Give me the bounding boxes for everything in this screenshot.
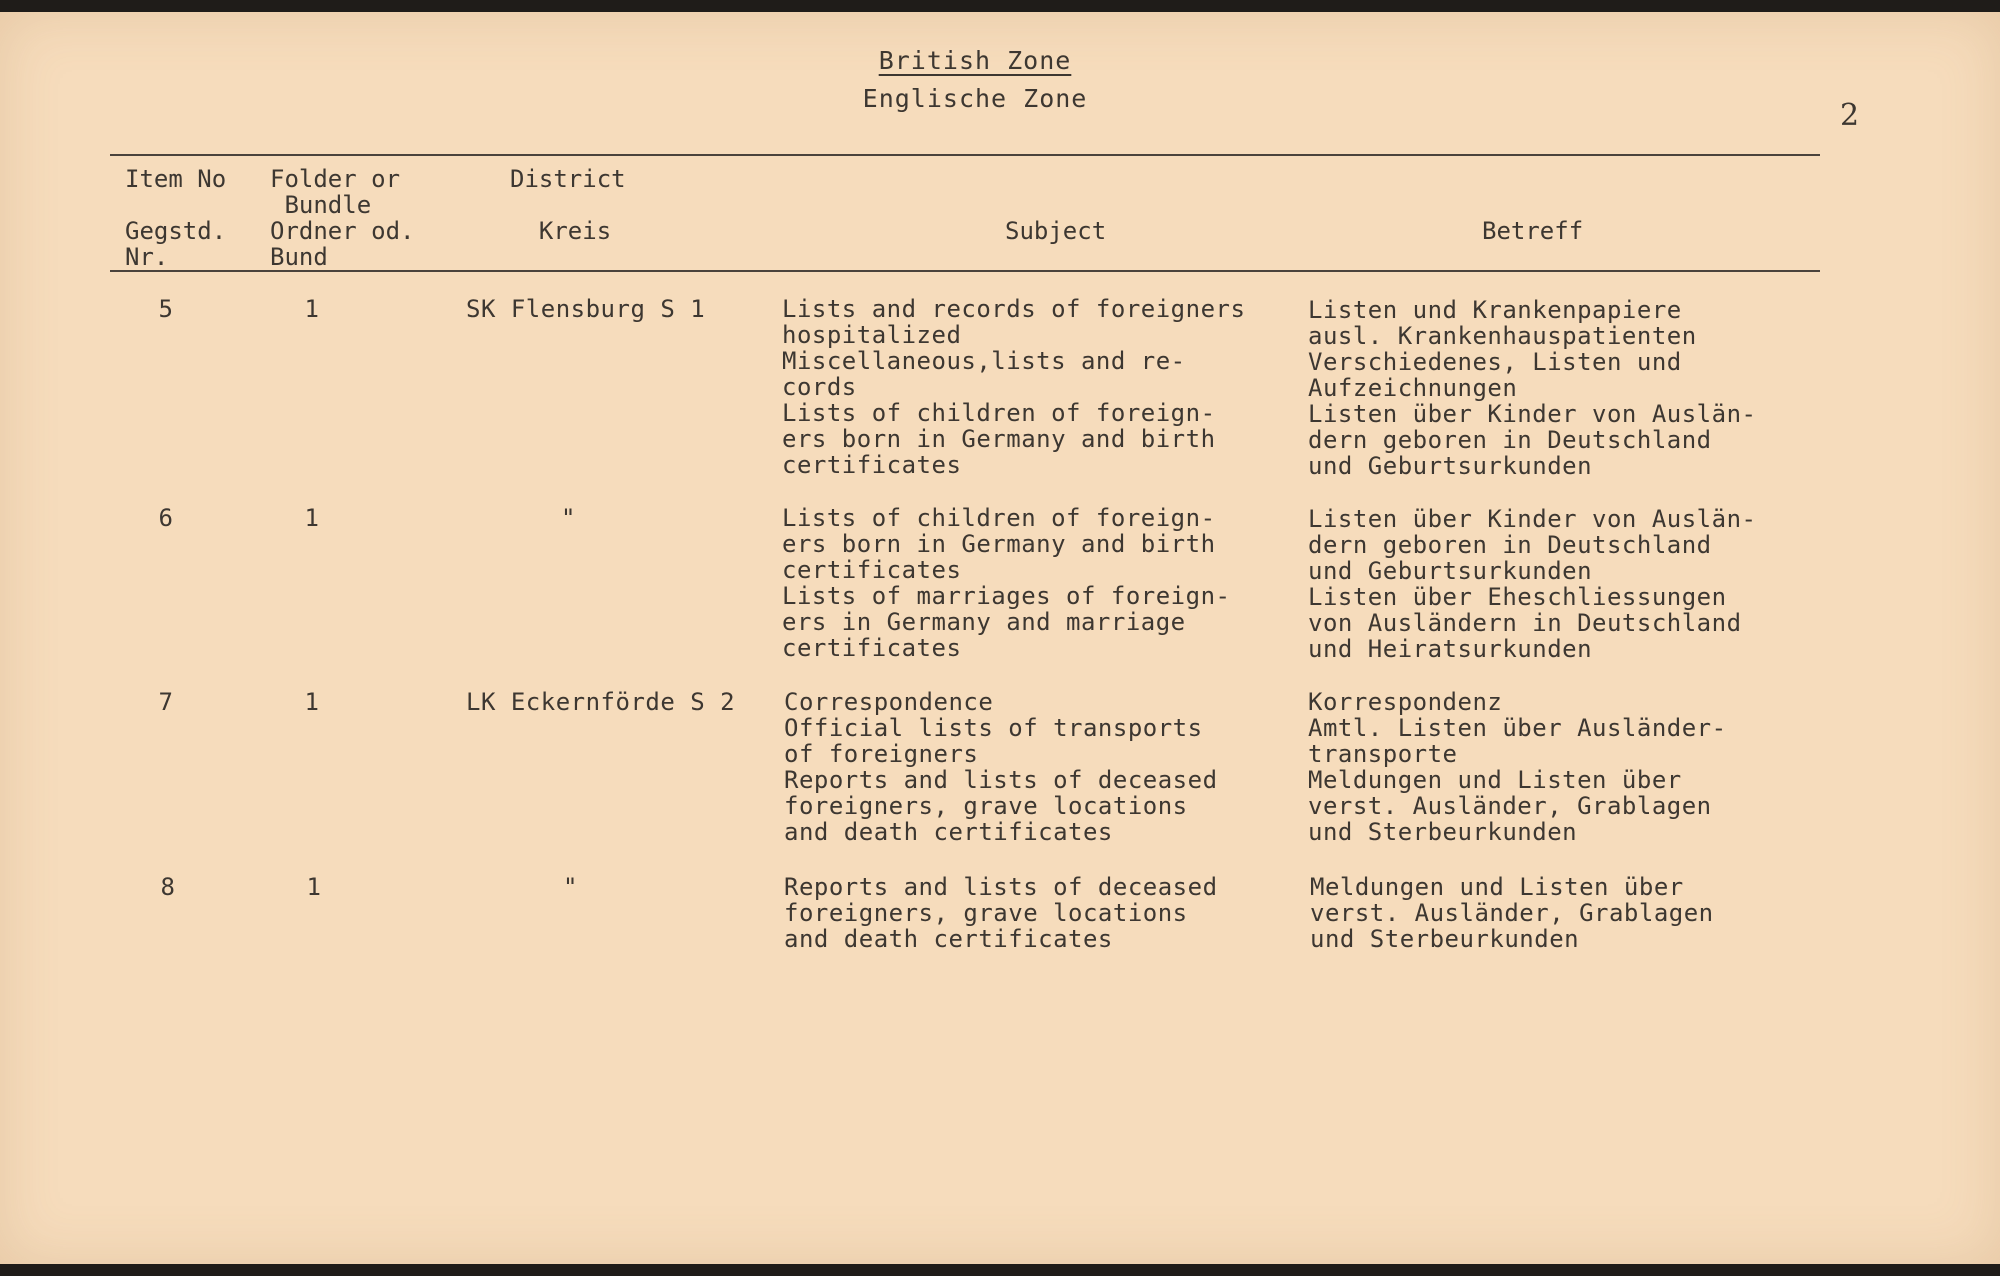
row-5-district: SK Flensburg S 1 [466,295,706,323]
top-scan-edge [0,0,2000,12]
row-8-item: 8 [160,873,176,901]
row-7-folder: 1 [304,688,320,716]
page-number: 2 [1840,98,1860,133]
row-7-betreff: Korrespondenz Amtl. Listen über Ausländer- transporte Meldungen und Listen über verst. Ausländer, Grablagen und Sterbeurkunden [1308,688,1727,846]
row-7-item: 7 [158,688,174,716]
row-7-district: LK Eckernförde S 2 [466,688,736,716]
row-6-item: 6 [158,504,174,532]
header-betreff: Betreff [1482,217,1584,245]
row-5-item: 5 [158,295,174,323]
header-folder-bundle: Folder or Bundle Ordner od. Bund [270,165,415,271]
title-german: Englische Zone [862,84,1088,113]
row-5-betreff: Listen und Krankenpapiere ausl. Krankenhauspatienten Verschiedenes, Listen und Aufzeichnungen Listen über Kinder von Auslän- dern geboren in Deutschland und Geburtsurkunden [1308,296,1757,480]
bottom-scan-edge [0,1264,2000,1276]
row-6-betreff: Listen über Kinder von Auslän- dern geboren in Deutschland und Geburtsurkunden Listen über Eheschliessungen von Ausländern in Deutschland und Heiratsurkunden [1308,505,1757,663]
row-5-subject: Lists and records of foreigners hospitalized Miscellaneous,lists and re- cords Lists of children of foreign- ers born in Germany and birth certificates [782,295,1246,479]
header-item-number: Item No Gegstd. Nr. [125,165,227,271]
header-subject: Subject [1005,217,1107,245]
row-7-subject: Correspondence Official lists of transports of foreigners Reports and lists of deceased foreigners, grave locations and death certificates [784,688,1218,846]
row-6-folder: 1 [304,504,320,532]
row-8-district-ditto: " [563,873,578,901]
row-6-subject: Lists of children of foreign- ers born in Germany and birth certificates Lists of marriages of foreign- ers in Germany and marriage certificates [782,504,1231,662]
row-8-subject: Reports and lists of deceased foreigners, grave locations and death certificates [784,873,1218,953]
header-bottom-rule [110,270,1820,272]
row-8-betreff: Meldungen und Listen über verst. Ausländer, Grablagen und Sterbeurkunden [1310,873,1714,953]
row-6-district-ditto: " [561,504,576,532]
row-5-folder: 1 [304,295,320,323]
row-8-folder: 1 [306,873,322,901]
header-district: District Kreis [510,165,626,245]
title-english: British Zone [878,46,1072,75]
header-top-rule [110,154,1820,156]
